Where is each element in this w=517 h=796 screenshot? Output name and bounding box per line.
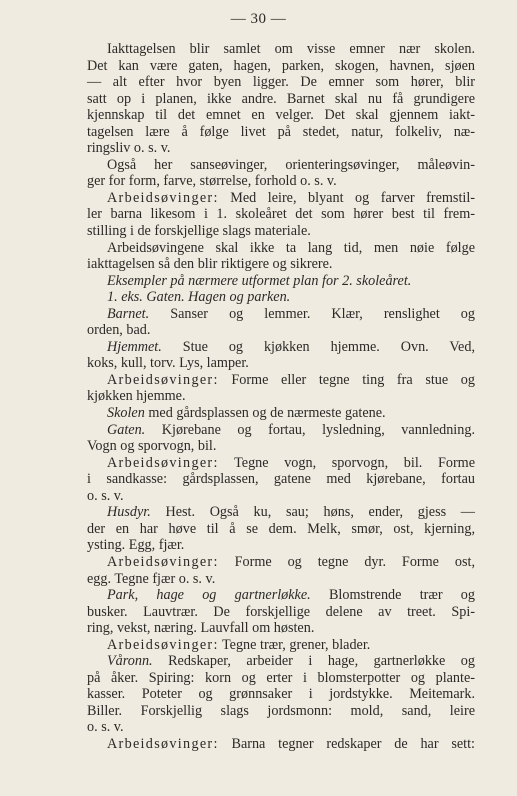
- text-segment: kasser. Poteter og grønnsaker i jordstykke. Meitemark.: [87, 686, 475, 703]
- text-segment: Det kan være gaten, hagen, parken, skogen, havnen, sjøen: [87, 57, 475, 74]
- text-line: [87, 41, 475, 58]
- text-segment: Med leire, blyant og farver fremstil-: [218, 189, 475, 206]
- text-line: [87, 587, 475, 604]
- text-line: [87, 124, 475, 141]
- spaced-label: Arbeidsøvinger:: [107, 735, 219, 752]
- italic-heading: Gaten.: [107, 421, 146, 438]
- text-line: [87, 289, 475, 306]
- text-segment: Sanser og lemmer. Klær, renslighet og: [149, 305, 475, 322]
- text-line: [87, 339, 475, 356]
- body-text: [87, 41, 475, 753]
- text-segment: Iakttagelsen blir samlet om visse emner nær skolen.: [107, 41, 475, 57]
- text-line: [87, 322, 475, 339]
- text-line: [87, 521, 475, 538]
- text-segment: o. s. v.: [87, 487, 124, 504]
- text-segment: ring, vekst, næring. Lauvfall om høsten.: [87, 620, 315, 637]
- text-segment: — alt efter hvor byen ligger. De emner som hører, blir: [87, 74, 475, 91]
- text-line: [87, 471, 475, 488]
- text-line: [87, 58, 475, 75]
- page-number: — 30 —: [230, 11, 287, 27]
- text-segment: der en har høve til å se dem. Melk, smør, ost, kjerning,: [87, 520, 475, 537]
- text-segment: koks, kull, torv. Lys, lamper.: [87, 355, 249, 372]
- text-line: [87, 240, 475, 257]
- text-line: [87, 422, 475, 439]
- text-line: [87, 455, 475, 472]
- text-segment: Barna tegner redskaper de har sett:: [218, 735, 475, 752]
- text-line: [87, 703, 475, 720]
- text-segment: iakttagelsen så den blir riktigere og sikrere.: [87, 256, 333, 273]
- text-segment: Redskaper, arbeider i hage, gartnerløkke og: [152, 653, 475, 670]
- text-line: [87, 438, 475, 455]
- text-line: [87, 670, 475, 687]
- text-segment: kjøkken hjemme.: [87, 388, 186, 405]
- text-line: [87, 273, 475, 290]
- italic-heading: Våronn.: [107, 653, 153, 670]
- italic-heading: Eksempler på nærmere utformet plan for 2. skoleåret.: [107, 272, 412, 289]
- text-line: [87, 140, 475, 157]
- text-segment: ysting. Egg, fjær.: [87, 537, 185, 554]
- text-line: [87, 504, 475, 521]
- text-segment: Stue og kjøkken hjemme. Ovn. Ved,: [161, 338, 475, 355]
- text-segment: stilling i de forskjellige slags materiale.: [87, 223, 311, 240]
- spaced-label: Arbeidsøvinger:: [107, 553, 219, 570]
- text-line: [87, 653, 475, 670]
- text-line: [87, 405, 475, 422]
- text-segment: Arbeidsøvingene skal ikke ta lang tid, men nøie følge: [107, 239, 475, 256]
- text-segment: Biller. Forskjellig slags jordsmonn: mold, sand, leire: [87, 702, 475, 719]
- text-segment: Tegne trær, grener, blader.: [218, 636, 371, 653]
- text-line: [87, 206, 475, 223]
- italic-heading: Husdyr.: [107, 504, 151, 521]
- text-line: [87, 372, 475, 389]
- spaced-label: Arbeidsøvinger:: [107, 454, 219, 471]
- text-line: [87, 190, 475, 207]
- text-segment: Hest. Også ku, sau; høns, ender, gjess —: [150, 504, 475, 521]
- italic-heading: Hjemmet.: [107, 338, 162, 355]
- spaced-label: Arbeidsøvinger:: [107, 636, 219, 653]
- text-line: [87, 604, 475, 621]
- text-line: [87, 306, 475, 323]
- text-line: [87, 355, 475, 372]
- text-line: [87, 173, 475, 190]
- text-segment: ger for form, farve, størrelse, forhold o. s. v.: [87, 173, 337, 190]
- text-segment: Forme eller tegne ting fra stue og: [218, 371, 475, 388]
- text-line: [87, 537, 475, 554]
- text-line: [87, 719, 475, 736]
- text-line: [87, 488, 475, 505]
- text-line: [87, 74, 475, 91]
- text-segment: på åker. Spiring: korn og erter i blomsterpotter og plante-: [87, 669, 475, 686]
- italic-heading: Barnet.: [107, 305, 150, 322]
- text-segment: satt op i planen, ikke andre. Barnet skal nu få grundigere: [87, 90, 475, 107]
- text-segment: Også her sanseøvinger, orienteringsøvinger, måleøvin-: [107, 156, 475, 173]
- text-segment: Kjørebane og fortau, lysledning, vannledning.: [145, 421, 475, 438]
- text-segment: o. s. v.: [87, 719, 124, 736]
- text-segment: kjennskap til det emnet en velger. Det skal gjennem iakt-: [87, 107, 475, 124]
- italic-heading: Skolen: [107, 405, 145, 422]
- italic-heading: Park, hage og gartnerløkke.: [107, 587, 311, 604]
- text-segment: Blomstrende trær og: [310, 587, 475, 604]
- text-segment: Tegne vogn, sporvogn, bil. Forme: [218, 454, 475, 471]
- text-line: [87, 571, 475, 588]
- text-segment: Forme og tegne dyr. Forme ost,: [218, 553, 475, 570]
- text-line: [87, 107, 475, 124]
- spaced-label: Arbeidsøvinger:: [107, 371, 219, 388]
- italic-heading: 1. eks. Gaten. Hagen og parken.: [107, 289, 291, 306]
- text-segment: busker. Lauvtrær. De forskjellige delene av treet. Spi-: [87, 603, 475, 620]
- text-line: [87, 686, 475, 703]
- text-segment: med gårdsplassen og de nærmeste gatene.: [144, 405, 386, 422]
- text-line: [87, 637, 475, 654]
- text-line: [87, 736, 475, 753]
- text-segment: tagelsen lære å følge livet på stedet, natur, folkeliv, næ-: [87, 123, 475, 140]
- text-line: [87, 91, 475, 108]
- text-line: [87, 620, 475, 637]
- text-segment: ler barna likesom i 1. skoleåret det som hører best til frem-: [87, 206, 475, 223]
- text-line: [87, 554, 475, 571]
- text-segment: Vogn og sporvogn, bil.: [87, 438, 217, 455]
- text-segment: i sandkasse: gårdsplassen, gatene med kjørebane, fortau: [87, 471, 475, 488]
- text-line: [87, 256, 475, 273]
- spaced-label: Arbeidsøvinger:: [107, 189, 219, 206]
- text-segment: orden, bad.: [87, 322, 151, 339]
- text-line: [87, 157, 475, 174]
- text-segment: ringsliv o. s. v.: [87, 140, 171, 157]
- text-segment: egg. Tegne fjær o. s. v.: [87, 570, 216, 587]
- text-line: [87, 223, 475, 240]
- text-line: [87, 388, 475, 405]
